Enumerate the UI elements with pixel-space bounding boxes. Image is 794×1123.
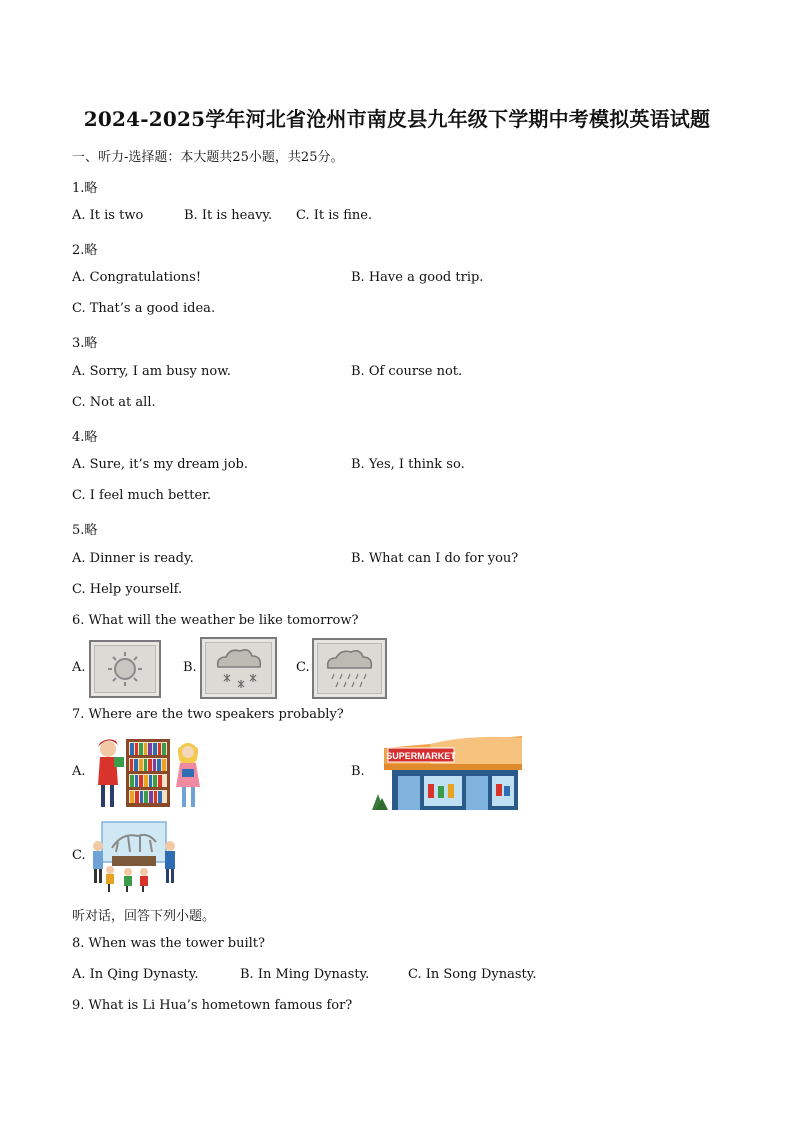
question-8-stem: 8. When was the tower built?: [72, 936, 265, 951]
question-3-stem: 3.略: [72, 336, 98, 351]
question-7-option-b: B.: [351, 764, 365, 779]
section-heading: 一、听力-选择题：本大题共25小题，共25分。: [72, 150, 344, 165]
listening-instruction: 听对话，回答下列小题。: [72, 909, 216, 924]
question-9-stem: 9. What is Li Hua’s hometown famous for?: [72, 998, 353, 1013]
museum-scene: [88, 818, 180, 892]
question-6-option-b: B.: [183, 660, 197, 675]
snow-cloud-icon: [200, 637, 277, 699]
question-6-option-c: C.: [296, 660, 310, 675]
question-1-option-c: C. It is fine.: [296, 208, 373, 223]
question-6-stem: 6. What will the weather be like tomorrow?: [72, 613, 359, 628]
page-title: 2024-2025学年河北省沧州市南皮县九年级下学期中考模拟英语试题: [83, 107, 711, 131]
question-6-option-a: A.: [72, 660, 86, 675]
question-7-stem: 7. Where are the two speakers probably?: [72, 707, 344, 722]
question-1-stem: 1.略: [72, 181, 98, 196]
library-scene: [90, 735, 210, 810]
supermarket-sign: SUPERMARKET: [386, 751, 456, 761]
question-1-option-a: A. It is two: [72, 208, 144, 223]
question-7-option-c: C.: [72, 848, 86, 863]
question-4-stem: 4.略: [72, 430, 98, 445]
sunny-icon: [89, 640, 161, 698]
question-8-option-c: C. In Song Dynasty.: [408, 967, 537, 982]
question-2-stem: 2.略: [72, 243, 98, 258]
question-4-option-b: B. Yes, I think so.: [351, 457, 465, 472]
question-2-option-a: A. Congratulations!: [72, 270, 202, 285]
supermarket-scene: [370, 734, 522, 810]
question-4-option-c: C. I feel much better.: [72, 488, 212, 503]
question-8-option-a: A. In Qing Dynasty.: [72, 967, 199, 982]
question-3-option-c: C. Not at all.: [72, 395, 156, 410]
question-3-option-a: A. Sorry, I am busy now.: [72, 364, 231, 379]
question-5-stem: 5.略: [72, 523, 98, 538]
question-4-option-a: A. Sure, it’s my dream job.: [72, 457, 248, 472]
question-5-option-c: C. Help yourself.: [72, 582, 183, 597]
question-2-option-b: B. Have a good trip.: [351, 270, 484, 285]
question-8-option-b: B. In Ming Dynasty.: [240, 967, 370, 982]
question-2-option-c: C. That’s a good idea.: [72, 301, 216, 316]
question-7-option-a: A.: [72, 764, 86, 779]
question-5-option-a: A. Dinner is ready.: [72, 551, 194, 566]
question-1-option-b: B. It is heavy.: [184, 208, 273, 223]
question-5-option-b: B. What can I do for you?: [351, 551, 519, 566]
question-3-option-b: B. Of course not.: [351, 364, 463, 379]
rain-cloud-icon: [312, 638, 387, 699]
